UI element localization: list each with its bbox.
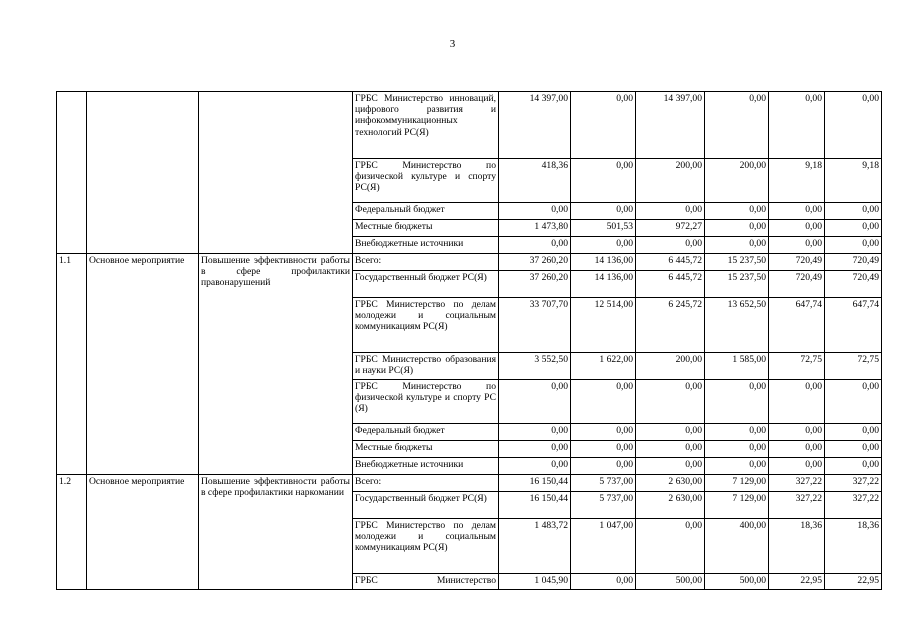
value-cell: 14 397,00 <box>499 92 571 159</box>
value-cell: 1 045,90 <box>499 574 571 590</box>
value-cell: 1 047,00 <box>571 519 636 574</box>
value-cell: 0,00 <box>825 441 882 458</box>
value-cell: 0,00 <box>571 159 636 203</box>
value-cell: 0,00 <box>636 458 705 475</box>
value-cell: 0,00 <box>705 92 769 159</box>
value-cell: 647,74 <box>769 298 825 353</box>
value-cell: 0,00 <box>825 237 882 254</box>
source-cell: Местные бюджеты <box>353 220 499 237</box>
value-cell: 0,00 <box>499 441 571 458</box>
value-cell: 37 260,20 <box>499 254 571 271</box>
value-cell: 15 237,50 <box>705 254 769 271</box>
value-cell: 14 136,00 <box>571 254 636 271</box>
value-cell: 0,00 <box>705 203 769 220</box>
value-cell: 0,00 <box>705 237 769 254</box>
value-cell: 0,00 <box>499 203 571 220</box>
value-cell: 0,00 <box>571 237 636 254</box>
value-cell: 0,00 <box>825 92 882 159</box>
value-cell: 0,00 <box>571 203 636 220</box>
value-cell: 37 260,20 <box>499 271 571 298</box>
value-cell: 200,00 <box>705 159 769 203</box>
value-cell: 327,22 <box>769 492 825 519</box>
table-row <box>57 475 882 492</box>
value-cell: 0,00 <box>571 380 636 424</box>
type-cell <box>87 92 199 254</box>
value-cell: 18,36 <box>769 519 825 574</box>
source-cell: ГРБС Министерство инноваций, цифрового развития и инфокоммуникационных технологий РС(Я) <box>353 92 499 159</box>
value-cell: 0,00 <box>769 441 825 458</box>
value-cell: 418,36 <box>499 159 571 203</box>
value-cell: 501,53 <box>571 220 636 237</box>
value-cell: 9,18 <box>769 159 825 203</box>
value-cell: 0,00 <box>705 380 769 424</box>
budget-table <box>56 91 882 590</box>
type-cell: Основное мероприятие <box>87 475 199 590</box>
source-cell: Федеральный бюджет <box>353 424 499 441</box>
value-cell: 0,00 <box>825 220 882 237</box>
value-cell: 2 630,00 <box>636 475 705 492</box>
value-cell: 0,00 <box>769 220 825 237</box>
source-cell: ГРБС Министерство по делам молодежи и социальным коммуникациям РС(Я) <box>353 519 499 574</box>
value-cell: 0,00 <box>571 424 636 441</box>
value-cell: 18,36 <box>825 519 882 574</box>
value-cell: 200,00 <box>636 159 705 203</box>
value-cell: 6 245,72 <box>636 298 705 353</box>
table-row <box>57 92 882 159</box>
source-cell: Всего: <box>353 254 499 271</box>
value-cell: 16 150,44 <box>499 492 571 519</box>
value-cell: 16 150,44 <box>499 475 571 492</box>
value-cell: 7 129,00 <box>705 475 769 492</box>
value-cell: 0,00 <box>499 237 571 254</box>
value-cell: 2 630,00 <box>636 492 705 519</box>
page-number: 3 <box>449 38 456 50</box>
value-cell: 972,27 <box>636 220 705 237</box>
code-cell: 1.1 <box>57 254 87 475</box>
value-cell: 0,00 <box>571 574 636 590</box>
source-cell: ГРБС Министерство по делам молодежи и социальным коммуникациям РС(Я) <box>353 298 499 353</box>
name-cell <box>199 92 353 254</box>
source-cell: ГРБС Министерство по физической культуре и спорту РС (Я) <box>353 380 499 424</box>
value-cell: 0,00 <box>769 424 825 441</box>
source-cell: Внебюджетные источники <box>353 458 499 475</box>
value-cell: 0,00 <box>769 237 825 254</box>
value-cell: 12 514,00 <box>571 298 636 353</box>
value-cell: 0,00 <box>499 424 571 441</box>
value-cell: 647,74 <box>825 298 882 353</box>
name-cell: Повышение эффективности работы в сфере профилактики наркомании <box>199 475 353 590</box>
value-cell: 327,22 <box>825 492 882 519</box>
name-cell: Повышение эффективности работы в сфере профилактики правонарушений <box>199 254 353 475</box>
value-cell: 0,00 <box>769 92 825 159</box>
value-cell: 0,00 <box>705 424 769 441</box>
value-cell: 0,00 <box>571 92 636 159</box>
value-cell: 1 622,00 <box>571 353 636 380</box>
value-cell: 14 397,00 <box>636 92 705 159</box>
value-cell: 0,00 <box>769 380 825 424</box>
value-cell: 0,00 <box>825 458 882 475</box>
type-cell: Основное мероприятие <box>87 254 199 475</box>
value-cell: 0,00 <box>825 380 882 424</box>
value-cell: 5 737,00 <box>571 492 636 519</box>
value-cell: 720,49 <box>769 254 825 271</box>
value-cell: 0,00 <box>636 237 705 254</box>
value-cell: 200,00 <box>636 353 705 380</box>
value-cell: 327,22 <box>769 475 825 492</box>
value-cell: 0,00 <box>705 220 769 237</box>
value-cell: 0,00 <box>636 441 705 458</box>
source-cell: Государственный бюджет РС(Я) <box>353 492 499 519</box>
value-cell: 0,00 <box>825 203 882 220</box>
source-cell: Внебюджетные источники <box>353 237 499 254</box>
value-cell: 6 445,72 <box>636 254 705 271</box>
value-cell: 1 585,00 <box>705 353 769 380</box>
value-cell: 3 552,50 <box>499 353 571 380</box>
value-cell: 0,00 <box>705 458 769 475</box>
value-cell: 0,00 <box>499 458 571 475</box>
value-cell: 0,00 <box>571 458 636 475</box>
value-cell: 72,75 <box>769 353 825 380</box>
value-cell: 720,49 <box>825 271 882 298</box>
source-cell: ГРБС Министерство образования и науки РС(Я) <box>353 353 499 380</box>
value-cell: 0,00 <box>636 203 705 220</box>
source-cell: Всего: <box>353 475 499 492</box>
value-cell: 0,00 <box>571 441 636 458</box>
value-cell: 5 737,00 <box>571 475 636 492</box>
value-cell: 0,00 <box>769 458 825 475</box>
value-cell: 500,00 <box>705 574 769 590</box>
value-cell: 7 129,00 <box>705 492 769 519</box>
value-cell: 1 483,72 <box>499 519 571 574</box>
source-cell: Государственный бюджет РС(Я) <box>353 271 499 298</box>
value-cell: 720,49 <box>769 271 825 298</box>
value-cell: 33 707,70 <box>499 298 571 353</box>
value-cell: 0,00 <box>769 203 825 220</box>
source-cell: ГРБС Министерство по физической культуре и спорту РС(Я) <box>353 159 499 203</box>
value-cell: 0,00 <box>705 441 769 458</box>
value-cell: 72,75 <box>825 353 882 380</box>
value-cell: 22,95 <box>769 574 825 590</box>
value-cell: 1 473,80 <box>499 220 571 237</box>
table-row <box>57 254 882 271</box>
value-cell: 14 136,00 <box>571 271 636 298</box>
value-cell: 0,00 <box>825 424 882 441</box>
value-cell: 720,49 <box>825 254 882 271</box>
value-cell: 0,00 <box>636 380 705 424</box>
code-cell <box>57 92 87 254</box>
value-cell: 0,00 <box>636 424 705 441</box>
value-cell: 0,00 <box>499 380 571 424</box>
value-cell: 6 445,72 <box>636 271 705 298</box>
source-cell: Федеральный бюджет <box>353 203 499 220</box>
value-cell: 500,00 <box>636 574 705 590</box>
value-cell: 13 652,50 <box>705 298 769 353</box>
value-cell: 22,95 <box>825 574 882 590</box>
source-cell: Местные бюджеты <box>353 441 499 458</box>
value-cell: 9,18 <box>825 159 882 203</box>
code-cell: 1.2 <box>57 475 87 590</box>
value-cell: 15 237,50 <box>705 271 769 298</box>
value-cell: 0,00 <box>636 519 705 574</box>
source-cell: ГРБС Министерство <box>353 574 499 590</box>
value-cell: 400,00 <box>705 519 769 574</box>
value-cell: 327,22 <box>825 475 882 492</box>
